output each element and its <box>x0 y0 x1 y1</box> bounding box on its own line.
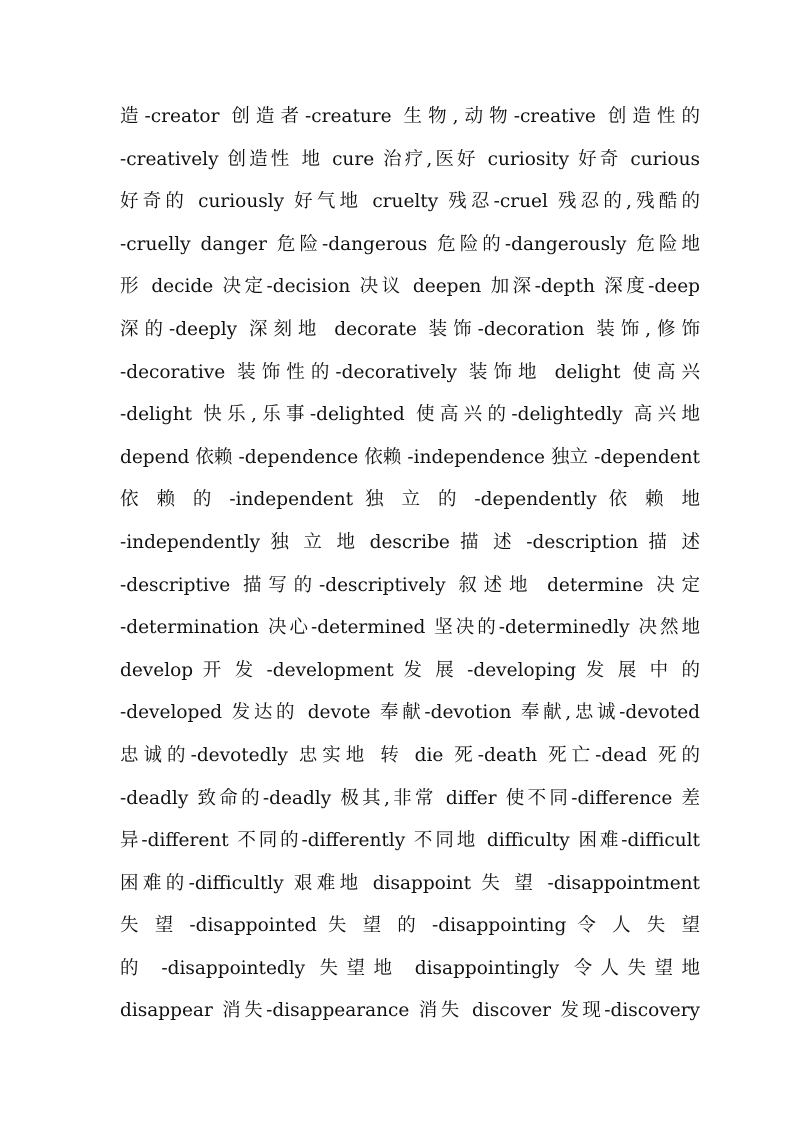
text-line: 忠诚的-devotedly 忠实地 转 die 死-death 死亡-dead 死的 <box>120 744 700 766</box>
text-line: 好奇的 curiously 好气地 cruelty 残忍-cruel 残忍的,残酷的 <box>120 191 700 213</box>
text-line: depend 依赖 -dependence 依赖 -independence 独立 -dependent <box>120 446 700 468</box>
text-line: 的 -disappointedly 失望地 disappointingly 令人失望地 <box>120 957 700 979</box>
text-line: -independently 独 立 地 describe 描 述 -description 描 述 <box>120 531 700 553</box>
text-line: -delight 快乐,乐事-delighted 使高兴的-delightedly 高兴地 <box>120 404 700 426</box>
text-line: -cruelly danger 危险-dangerous 危险的-dangerously 危险地 <box>120 233 700 255</box>
vocabulary-text-block <box>120 96 700 1033</box>
text-line: develop 开 发 -development 发 展 -developing 发 展 中 的 <box>120 659 700 681</box>
text-line: -developed 发达的 devote 奉献-devotion 奉献,忠诚-devoted <box>120 702 700 724</box>
text-line: -deadly 致命的-deadly 极其,非常 differ 使不同-difference 差 <box>120 787 700 809</box>
text-line: 异-different 不同的-differently 不同地 difficulty 困难-difficult <box>120 830 700 852</box>
text-line: disappear 消失-disappearance 消失 discover 发现-discovery <box>120 1000 700 1022</box>
text-line: -creatively 创造性 地 cure 治疗,医好 curiosity 好奇 curious <box>120 148 700 170</box>
text-line: 依 赖 的 -independent 独 立 的 -dependently 依 赖 地 <box>120 489 700 511</box>
text-line: -descriptive 描写的-descriptively 叙述地 determine 决定 <box>120 574 700 596</box>
text-line: 失 望 -disappointed 失 望 的 -disappointing 令 人 失 望 <box>120 915 700 937</box>
text-line: 形 decide 决定-decision 决议 deepen 加深-depth 深度-deep <box>120 276 700 298</box>
text-line: 困难的-difficultly 艰难地 disappoint 失 望 -disappointment <box>120 872 700 894</box>
text-line: 造-creator 创造者-creature 生物,动物-creative 创造性的 <box>120 106 700 127</box>
text-line: -decorative 装饰性的-decoratively 装饰地 delight 使高兴 <box>120 361 700 383</box>
text-line: -determination 决心-determined 坚决的-determinedly 决然地 <box>120 617 700 639</box>
text-line: 深的-deeply 深刻地 decorate 装饰-decoration 装饰,修饰 <box>120 318 700 340</box>
